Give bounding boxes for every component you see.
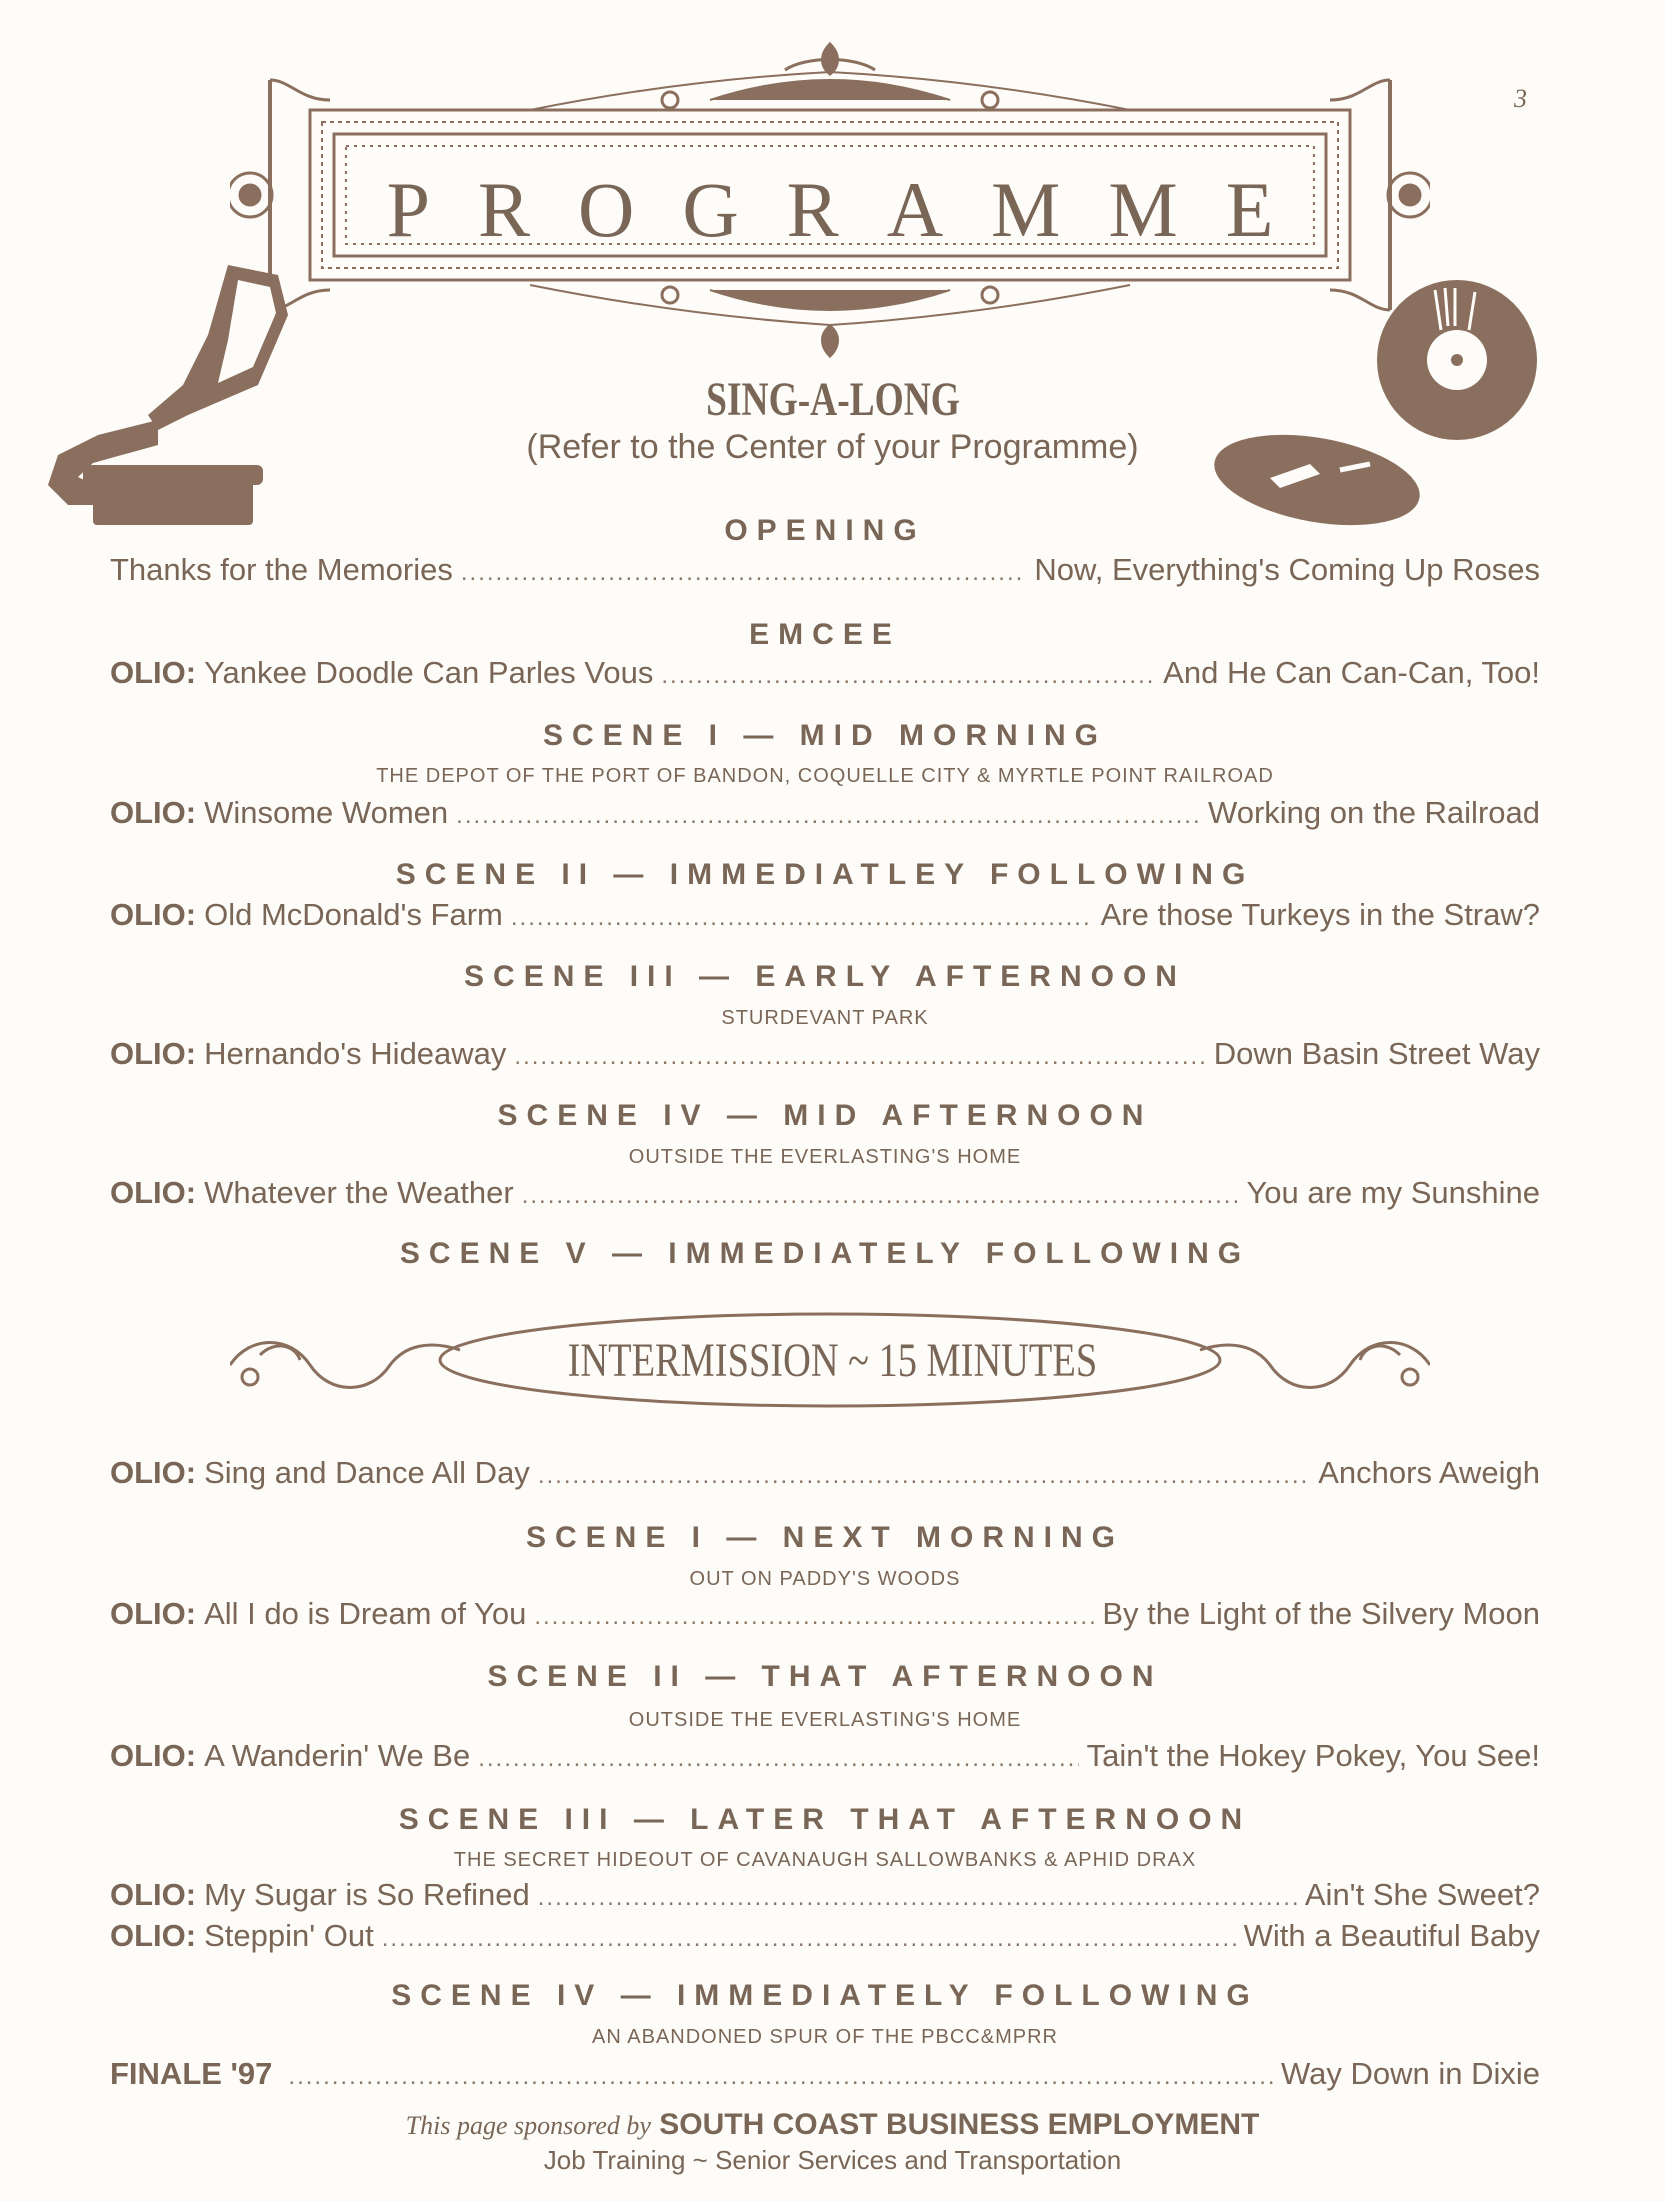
scene-heading: SCENE IV — IMMEDIATELY FOLLOWING (391, 1979, 1259, 2012)
row-lead: OLIO: (110, 1036, 197, 1071)
sponsor-services: Job Training ~ Senior Services and Transportation (543, 2145, 1122, 2175)
row-lead: FINALE '97 (110, 2056, 273, 2091)
page-title: PROGRAMME (386, 166, 1322, 253)
programme-row (110, 795, 1540, 837)
row-lead: OLIO: (110, 897, 197, 932)
row-right: You are my Sunshine (1246, 1175, 1540, 1210)
scene-location: THE DEPOT OF THE PORT OF BANDON, COQUELLE CITY & MYRTLE POINT RAILROAD (376, 765, 1274, 787)
section-heading: EMCEE (749, 618, 901, 651)
row-lead: OLIO: (110, 1175, 197, 1210)
programme-row (110, 1877, 1540, 1919)
dot-leader (288, 2063, 1273, 2091)
dot-leader (538, 1884, 1297, 1912)
intermission-label: INTERMISSION ~ 15 MINUTES (567, 1334, 1098, 1387)
row-lead: OLIO: (110, 1918, 197, 1953)
scene-heading: SCENE II — IMMEDIATLEY FOLLOWING (395, 858, 1255, 891)
programme-row (110, 1036, 1540, 1078)
scene-heading: SCENE II — THAT AFTERNOON (487, 1660, 1163, 1693)
row-right: Ain't She Sweet? (1304, 1877, 1540, 1912)
row-right: Down Basin Street Way (1213, 1036, 1540, 1071)
row-lead: OLIO: (110, 1455, 197, 1490)
dot-leader (661, 662, 1155, 690)
programme-row (110, 1596, 1540, 1638)
row-left: My Sugar is So Refined (204, 1877, 530, 1912)
scene-heading: SCENE III — EARLY AFTERNOON (464, 960, 1186, 993)
scene-heading: SCENE V — IMMEDIATELY FOLLOWING (399, 1237, 1251, 1270)
row-right: Way Down in Dixie (1281, 2056, 1540, 2091)
row-lead: OLIO: (110, 795, 197, 830)
row-left: Yankee Doodle Can Parles Vous (204, 655, 654, 690)
row-right: And He Can Can-Can, Too! (1163, 655, 1540, 690)
programme-row (110, 1918, 1540, 1960)
scene-location: STURDEVANT PARK (721, 1007, 929, 1029)
dot-leader (382, 1925, 1236, 1953)
row-right: Anchors Aweigh (1318, 1455, 1540, 1490)
programme-row (110, 1738, 1540, 1780)
scene-location: THE SECRET HIDEOUT OF CAVANAUGH SALLOWBANKS & APHID DRAX (453, 1849, 1197, 1871)
row-lead: OLIO: (110, 1738, 197, 1773)
row-left: Old McDonald's Farm (204, 897, 503, 932)
scene-location: OUT ON PADDY'S WOODS (689, 1568, 961, 1590)
section-heading: OPENING (724, 514, 926, 547)
dot-leader (461, 559, 1027, 587)
row-right: With a Beautiful Baby (1243, 1918, 1540, 1953)
sponsor-line (0, 2108, 1665, 2142)
row-lead: OLIO: (110, 1877, 197, 1912)
row-left: Thanks for the Memories (110, 552, 453, 587)
dot-leader (534, 1603, 1094, 1631)
scene-heading: SCENE IV — MID AFTERNOON (497, 1099, 1153, 1132)
scene-location: OUTSIDE THE EVERLASTING'S HOME (628, 1709, 1022, 1731)
row-left: Whatever the Weather (204, 1175, 514, 1210)
dot-leader (478, 1745, 1078, 1773)
row-left: Winsome Women (204, 795, 449, 830)
page-number: 3 (1514, 84, 1527, 113)
dot-leader (514, 1043, 1205, 1071)
singalong-title: SING-A-LONG (706, 373, 960, 426)
row-right: Tain't the Hokey Pokey, You See! (1086, 1738, 1540, 1773)
row-right: Working on the Railroad (1208, 795, 1540, 830)
row-lead: OLIO: (110, 1596, 197, 1631)
row-right: Are those Turkeys in the Straw? (1100, 897, 1540, 932)
row-left: Sing and Dance All Day (204, 1455, 530, 1490)
programme-row (110, 2056, 1540, 2098)
sponsor-name: SOUTH COAST BUSINESS EMPLOYMENT (659, 2108, 1260, 2141)
row-left: A Wanderin' We Be (204, 1738, 471, 1773)
scene-heading: SCENE III — LATER THAT AFTERNOON (398, 1803, 1252, 1836)
programme-row (110, 552, 1540, 594)
row-left: Hernando's Hideaway (204, 1036, 507, 1071)
row-left: Steppin' Out (204, 1918, 374, 1953)
programme-row (110, 1175, 1540, 1217)
programme-row (110, 655, 1540, 697)
dot-leader (538, 1462, 1310, 1490)
row-left: All I do is Dream of You (204, 1596, 527, 1631)
dot-leader (522, 1182, 1239, 1210)
sponsor-prefix: This page sponsored by (405, 2111, 651, 2140)
scene-heading: SCENE I — NEXT MORNING (525, 1521, 1125, 1554)
row-right: Now, Everything's Coming Up Roses (1034, 552, 1540, 587)
row-lead: OLIO: (110, 655, 197, 690)
programme-row (110, 897, 1540, 939)
dot-leader (511, 904, 1093, 932)
programme-row (110, 1455, 1540, 1497)
scene-location: OUTSIDE THE EVERLASTING'S HOME (628, 1146, 1022, 1168)
singalong-subtitle: (Refer to the Center of your Programme) (526, 428, 1139, 466)
dot-leader (456, 802, 1200, 830)
scene-location: AN ABANDONED SPUR OF THE PBCC&MPRR (592, 2026, 1058, 2048)
scene-heading: SCENE I — MID MORNING (542, 719, 1107, 752)
row-right: By the Light of the Silvery Moon (1102, 1596, 1540, 1631)
